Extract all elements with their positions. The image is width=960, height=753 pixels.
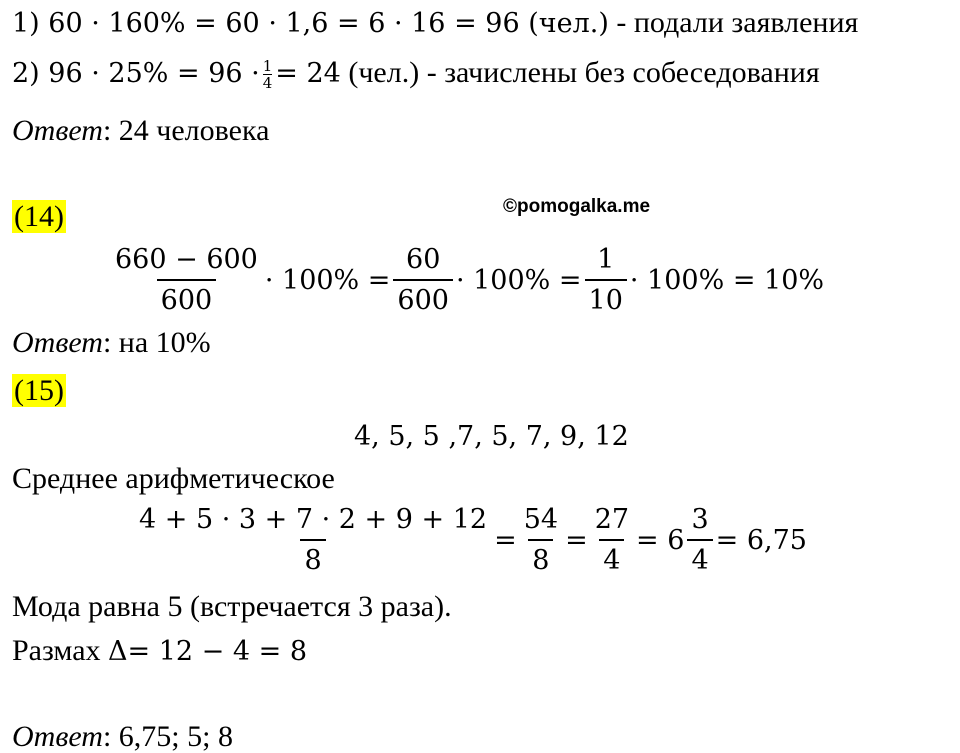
task-14-answer bbox=[12, 328, 211, 358]
task-15-mean-label: Среднее арифметическое bbox=[12, 462, 335, 495]
task-15-fraction-3-numerator: 27 bbox=[594, 504, 630, 535]
task-15-term-1: = bbox=[494, 524, 517, 556]
task-15-mode: Мода равна 5 (встречается 3 раза). bbox=[12, 590, 452, 623]
task-15-fraction-1 bbox=[135, 504, 491, 576]
task-15-fraction-4-numerator: 3 bbox=[691, 504, 709, 535]
answer-1-label: Ответ bbox=[12, 114, 103, 147]
task-14-answer-label: Ответ bbox=[12, 326, 103, 359]
task-15-sequence: 4, 5, 5 ,7, 5, 7, 9, 12 bbox=[354, 421, 629, 452]
task-14-number bbox=[12, 202, 66, 232]
task-15-fraction-3-denominator: 4 bbox=[599, 539, 624, 576]
task-14-fraction-3-numerator: 1 bbox=[597, 244, 615, 275]
task-15-number-label: (15) bbox=[14, 374, 64, 407]
line-1-expression: 1) 60 · 160% = 60 · 1,6 = 6 · 16 = 96 (чел.) bbox=[12, 8, 609, 39]
task-15-answer-label: Ответ bbox=[12, 720, 103, 753]
task-14-fraction-2-denominator: 600 bbox=[393, 279, 453, 316]
line-1-text: - подали заявления bbox=[608, 6, 859, 39]
task-15-answer-value: : 6,75; 5; 8 bbox=[102, 720, 233, 753]
line-2-fraction-denominator: 4 bbox=[262, 74, 273, 93]
task-15-term-3: = 6 bbox=[636, 524, 685, 556]
watermark: ©pomogalka.me bbox=[503, 196, 651, 217]
task-15-fraction-3 bbox=[591, 504, 633, 576]
task-14-fraction-3-denominator: 10 bbox=[585, 279, 627, 316]
line-2 bbox=[12, 58, 820, 91]
task-15-range-expression: Δ= 12 − 4 = 8 bbox=[108, 636, 308, 667]
answer-1 bbox=[12, 116, 269, 146]
line-2-fraction bbox=[263, 59, 273, 91]
task-14-fraction-2 bbox=[393, 244, 453, 316]
answer-1-value: : 24 человека bbox=[102, 114, 270, 147]
task-14-equation bbox=[108, 244, 824, 316]
task-15-fraction-4-denominator: 4 bbox=[687, 539, 712, 576]
task-14-number-label: (14) bbox=[14, 200, 64, 233]
task-15-fraction-2-numerator: 54 bbox=[523, 504, 559, 535]
task-15-fraction-1-numerator: 4 + 5 · 3 + 7 · 2 + 9 + 12 bbox=[139, 504, 488, 535]
task-15-term-2: = bbox=[565, 524, 588, 556]
task-14-fraction-1-denominator: 600 bbox=[157, 279, 217, 316]
line-2-expression-end: = 24 bbox=[275, 58, 341, 89]
task-14-fraction-2-numerator: 60 bbox=[406, 244, 441, 275]
task-15-answer bbox=[12, 722, 233, 752]
task-15-range bbox=[12, 636, 307, 666]
task-14-term-3: · 100% = 10% bbox=[629, 264, 825, 296]
task-14-term-2: · 100% = bbox=[455, 264, 582, 296]
task-15-fraction-2-denominator: 8 bbox=[528, 539, 553, 576]
task-15-fraction-4 bbox=[687, 504, 712, 576]
task-15-term-4: = 6,75 bbox=[715, 524, 807, 556]
line-2-text: (чел.) - зачислены без собеседования bbox=[340, 56, 820, 89]
task-15-equation bbox=[132, 504, 807, 576]
task-15-number bbox=[12, 376, 66, 406]
task-14-fraction-1 bbox=[111, 244, 262, 316]
task-14-fraction-3 bbox=[585, 244, 627, 316]
task-15-range-label: Размах bbox=[12, 634, 109, 667]
task-14-fraction-1-numerator: 660 − 600 bbox=[115, 244, 258, 275]
task-15-fraction-2 bbox=[520, 504, 562, 576]
line-1 bbox=[12, 8, 858, 38]
task-15-fraction-1-denominator: 8 bbox=[300, 539, 325, 576]
line-2-fraction-numerator: 1 bbox=[262, 57, 273, 76]
task-14-term-1: · 100% = bbox=[264, 264, 391, 296]
task-14-answer-value: : на 10% bbox=[102, 326, 211, 359]
line-2-expression-start: 2) 96 · 25% = 96 · bbox=[12, 58, 260, 89]
